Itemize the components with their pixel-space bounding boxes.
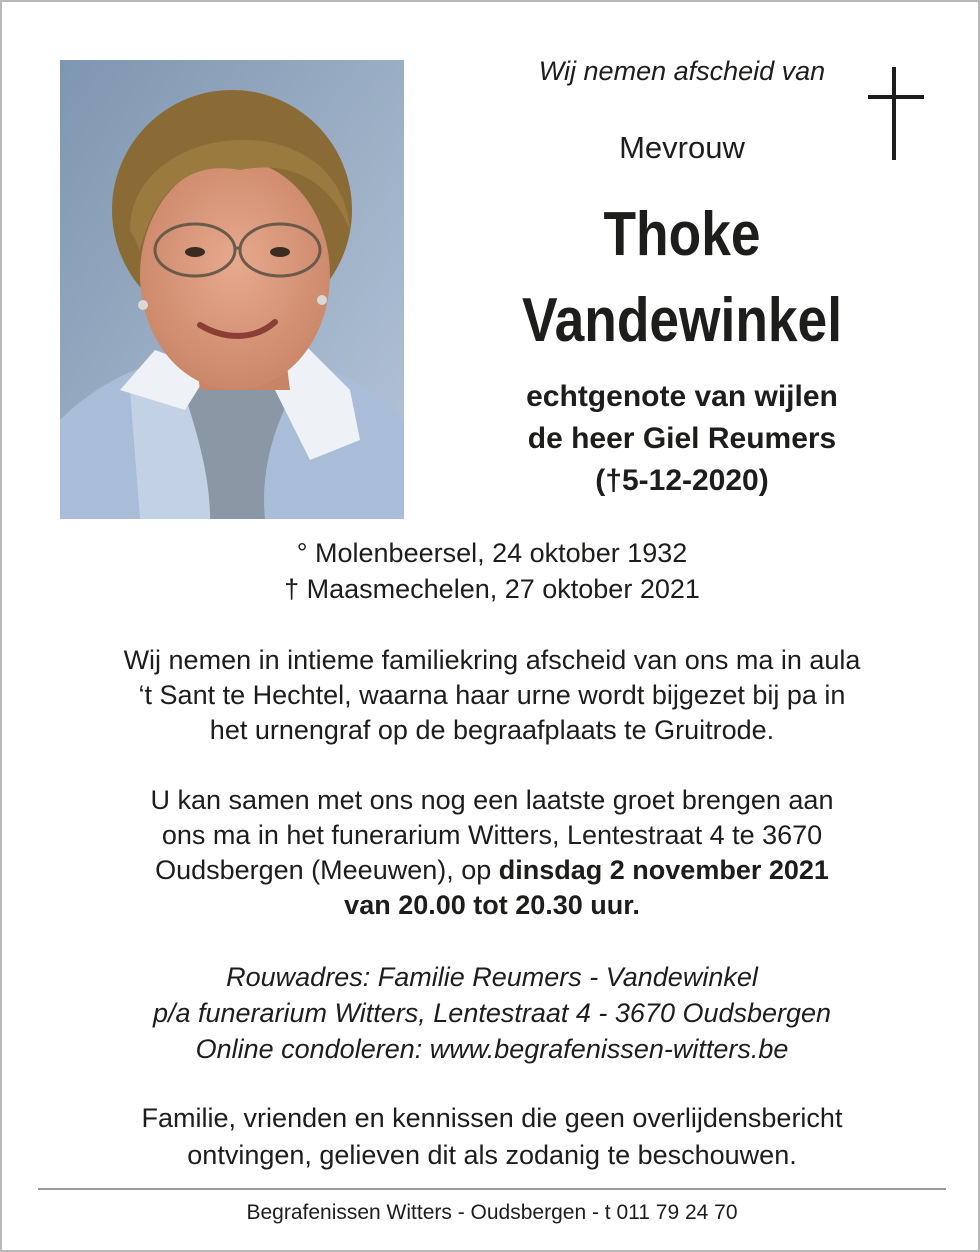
condolence-link[interactable]: Online condoleren: www.begrafenissen-witters.be — [195, 1034, 789, 1064]
visitation-date: dinsdag 2 november 2021 — [498, 855, 829, 885]
paragraph-line: Wij nemen in intieme familiekring afscheid van ons ma in aula — [123, 645, 861, 675]
mourning-address — [42, 959, 942, 1067]
paragraph-line: het urnengraf op de begraafplaats te Gruitrode. — [209, 715, 775, 745]
life-dates — [42, 535, 942, 607]
paragraph-line: U kan samen met ons nog een laatste groet brengen aan — [150, 785, 834, 815]
paragraph-line — [42, 888, 942, 923]
spouse-info — [422, 376, 942, 502]
visitation-paragraph — [42, 783, 942, 923]
footer-text: Begrafenissen Witters - Oudsbergen - t 011 79 24 70 — [246, 1201, 738, 1224]
paragraph-line: ons ma in het funerarium Witters, Lentestraat 4 te 3670 — [161, 820, 823, 850]
notice-paragraph — [42, 1100, 942, 1174]
paragraph-line: ‘t Sant te Hechtel, waarna haar urne wordt bijgezet bij pa in — [138, 680, 846, 710]
first-name: Thoke — [603, 200, 761, 269]
address-line: p/a funerarium Witters, Lentestraat 4 - 3670 Oudsbergen — [152, 998, 832, 1028]
spouse-line-2: de heer Giel Reumers — [527, 422, 837, 455]
death-date: † Maasmechelen, 27 oktober 2021 — [284, 574, 700, 604]
last-name: Vandewinkel — [521, 286, 843, 355]
visitation-time: van 20.00 tot 20.30 uur. — [344, 890, 640, 920]
visitation-location: Oudsbergen (Meeuwen), op — [155, 855, 499, 885]
ceremony-paragraph — [42, 643, 942, 748]
paragraph-line — [42, 853, 942, 888]
portrait-photo — [60, 60, 404, 519]
footer-divider — [38, 1188, 946, 1190]
paragraph-line: ontvingen, gelieven dit als zodanig te beschouwen. — [187, 1140, 797, 1170]
spouse-line-3: (†5-12-2020) — [595, 464, 769, 497]
address-line: Rouwadres: Familie Reumers - Vandewinkel — [226, 962, 758, 992]
paragraph-line: Familie, vrienden en kennissen die geen overlijdensbericht — [141, 1103, 843, 1133]
intro-text: Wij nemen afscheid van — [538, 56, 826, 86]
deceased-name — [458, 192, 905, 364]
spouse-line-1: echtgenote van wijlen — [526, 380, 838, 413]
birth-date: ° Molenbeersel, 24 oktober 1932 — [296, 538, 688, 568]
salutation: Mevrouw — [619, 130, 745, 165]
